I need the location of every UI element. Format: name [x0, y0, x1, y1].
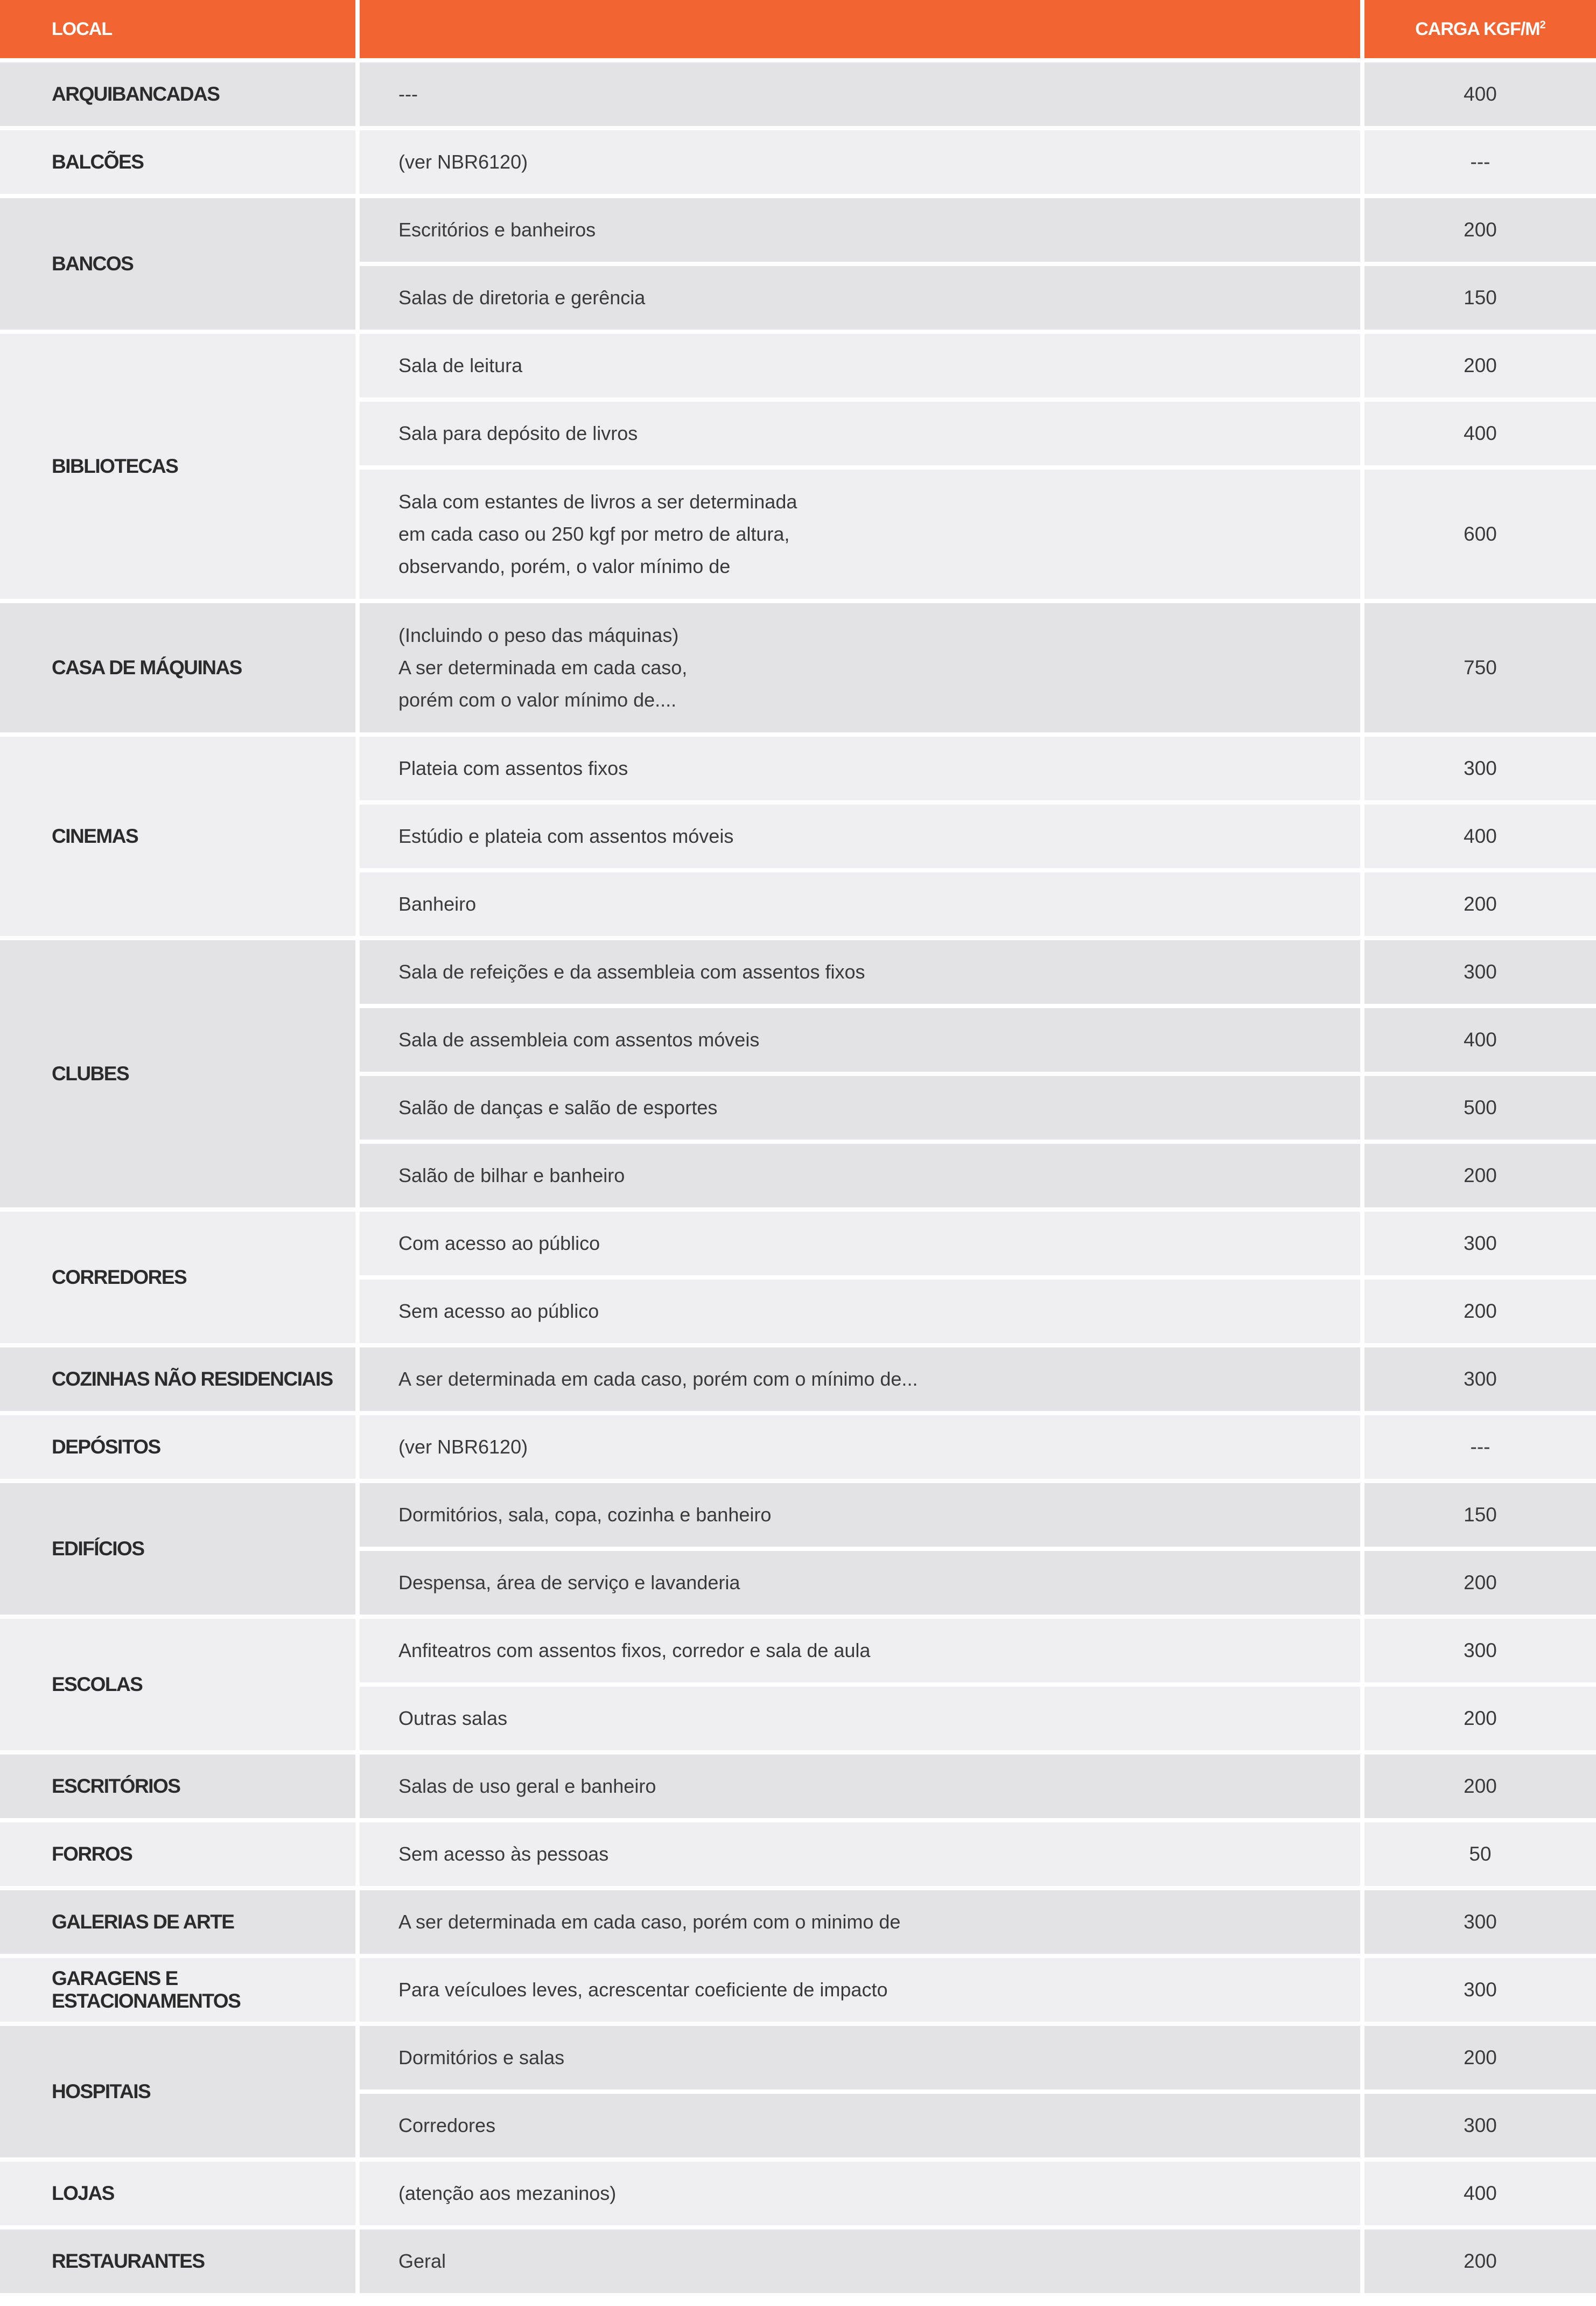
- table-row: [0, 2230, 1596, 2293]
- description-cell: Outras salas: [360, 1687, 1360, 1750]
- local-cell: CINEMAS: [0, 737, 355, 936]
- description-cell: Geral: [360, 2230, 1360, 2293]
- carga-value-cell: 150: [1364, 266, 1596, 330]
- column-header-description: [360, 0, 1360, 58]
- local-cell: COZINHAS NÃO RESIDENCIAIS: [0, 1347, 355, 1411]
- description-cell: Salas de uso geral e banheiro: [360, 1755, 1360, 1818]
- column-header-local: LOCAL: [0, 0, 355, 58]
- carga-value-cell: ---: [1364, 1415, 1596, 1479]
- table-row: [0, 1822, 1596, 1886]
- description-cell: [360, 603, 1360, 732]
- description-cell: Despensa, área de serviço e lavanderia: [360, 1551, 1360, 1615]
- description-cell: Sala de leitura: [360, 334, 1360, 397]
- carga-value-cell: 200: [1364, 1144, 1596, 1207]
- description-cell: Dormitórios, sala, copa, cozinha e banheiro: [360, 1483, 1360, 1547]
- description-cell: Dormitórios e salas: [360, 2026, 1360, 2090]
- carga-value-cell: 200: [1364, 198, 1596, 262]
- description-line: (Incluindo o peso das máquinas): [398, 624, 679, 646]
- description-cell: Anfiteatros com assentos fixos, corredor e sala de aula: [360, 1619, 1360, 1682]
- carga-value-cell: 600: [1364, 470, 1596, 599]
- carga-value-cell: 200: [1364, 1280, 1596, 1343]
- description-cell: Com acesso ao público: [360, 1212, 1360, 1275]
- table-row: [0, 130, 1596, 194]
- description-cell: A ser determinada em cada caso, porém com o mínimo de...: [360, 1347, 1360, 1411]
- description-cell: [360, 470, 1360, 599]
- description-line: Sala com estantes de livros a ser determinada: [398, 491, 797, 513]
- carga-value-cell: 300: [1364, 1212, 1596, 1275]
- carga-value-cell: 300: [1364, 2094, 1596, 2157]
- table-row: [0, 2162, 1596, 2225]
- table-row: [0, 198, 1596, 262]
- description-cell: Estúdio e plateia com assentos móveis: [360, 805, 1360, 868]
- carga-value-cell: 300: [1364, 940, 1596, 1004]
- description-cell: Banheiro: [360, 872, 1360, 936]
- description-line: A ser determinada em cada caso,: [398, 656, 688, 679]
- description-line: observando, porém, o valor mínimo de: [398, 555, 731, 577]
- description-cell: Salão de bilhar e banheiro: [360, 1144, 1360, 1207]
- description-cell: Sala para depósito de livros: [360, 402, 1360, 465]
- carga-label: CARGA KGF/M: [1415, 18, 1540, 39]
- table-row: [0, 1415, 1596, 1479]
- table-row: [0, 334, 1596, 397]
- table-row: [0, 1483, 1596, 1547]
- carga-value-cell: 500: [1364, 1076, 1596, 1140]
- carga-value-cell: 200: [1364, 334, 1596, 397]
- description-cell: Sem acesso às pessoas: [360, 1822, 1360, 1886]
- table-row: [0, 2026, 1596, 2090]
- description-cell: (ver NBR6120): [360, 130, 1360, 194]
- carga-superscript: 2: [1539, 19, 1545, 31]
- table-row: [0, 1755, 1596, 1818]
- carga-value-cell: 200: [1364, 1755, 1596, 1818]
- description-cell: A ser determinada em cada caso, porém com o minimo de: [360, 1890, 1360, 1954]
- carga-value-cell: 750: [1364, 603, 1596, 732]
- carga-value-cell: 400: [1364, 2162, 1596, 2225]
- table-header-row: [0, 0, 1596, 58]
- table-row: [0, 737, 1596, 800]
- table-row: [0, 1619, 1596, 1682]
- local-cell: LOJAS: [0, 2162, 355, 2225]
- column-header-carga: [1364, 0, 1596, 58]
- table-row: [0, 603, 1596, 732]
- table-row: [0, 1347, 1596, 1411]
- local-cell: GARAGENS E ESTACIONAMENTOS: [0, 1958, 355, 2022]
- table-row: [0, 1958, 1596, 2022]
- carga-value-cell: 300: [1364, 1619, 1596, 1682]
- carga-value-cell: 400: [1364, 402, 1596, 465]
- local-cell: BANCOS: [0, 198, 355, 330]
- local-cell: BALCÕES: [0, 130, 355, 194]
- local-cell: HOSPITAIS: [0, 2026, 355, 2157]
- local-cell: ARQUIBANCADAS: [0, 62, 355, 126]
- local-cell: RESTAURANTES: [0, 2230, 355, 2293]
- description-cell: Corredores: [360, 2094, 1360, 2157]
- carga-value-cell: 400: [1364, 805, 1596, 868]
- carga-value-cell: 300: [1364, 1958, 1596, 2022]
- description-cell: Escritórios e banheiros: [360, 198, 1360, 262]
- carga-value-cell: 200: [1364, 872, 1596, 936]
- table-row: [0, 62, 1596, 126]
- carga-value-cell: 200: [1364, 1551, 1596, 1615]
- description-line: em cada caso ou 250 kgf por metro de altura,: [398, 523, 790, 545]
- local-cell: BIBLIOTECAS: [0, 334, 355, 599]
- table-row: [0, 1890, 1596, 1954]
- description-cell: ---: [360, 62, 1360, 126]
- description-cell: (ver NBR6120): [360, 1415, 1360, 1479]
- carga-value-cell: 300: [1364, 737, 1596, 800]
- description-cell: Sala de refeições e da assembleia com assentos fixos: [360, 940, 1360, 1004]
- carga-value-cell: 200: [1364, 2230, 1596, 2293]
- carga-value-cell: 300: [1364, 1890, 1596, 1954]
- carga-value-cell: 400: [1364, 62, 1596, 126]
- description-line: porém com o valor mínimo de....: [398, 689, 677, 711]
- local-cell: FORROS: [0, 1822, 355, 1886]
- description-cell: Plateia com assentos fixos: [360, 737, 1360, 800]
- carga-value-cell: 150: [1364, 1483, 1596, 1547]
- local-cell: GALERIAS DE ARTE: [0, 1890, 355, 1954]
- carga-value-cell: ---: [1364, 130, 1596, 194]
- description-cell: Salas de diretoria e gerência: [360, 266, 1360, 330]
- local-cell: ESCRITÓRIOS: [0, 1755, 355, 1818]
- carga-value-cell: 300: [1364, 1347, 1596, 1411]
- carga-value-cell: 200: [1364, 2026, 1596, 2090]
- table-row: [0, 1212, 1596, 1275]
- local-cell: EDIFÍCIOS: [0, 1483, 355, 1615]
- table-row: [0, 940, 1596, 1004]
- local-cell: CLUBES: [0, 940, 355, 1207]
- local-cell: DEPÓSITOS: [0, 1415, 355, 1479]
- description-cell: Sem acesso ao público: [360, 1280, 1360, 1343]
- local-cell: CASA DE MÁQUINAS: [0, 603, 355, 732]
- description-cell: Salão de danças e salão de esportes: [360, 1076, 1360, 1140]
- table-body: [0, 62, 1596, 2293]
- description-cell: (atenção aos mezaninos): [360, 2162, 1360, 2225]
- carga-value-cell: 200: [1364, 1687, 1596, 1750]
- description-cell: Para veículoes leves, acrescentar coeficiente de impacto: [360, 1958, 1360, 2022]
- carga-value-cell: 50: [1364, 1822, 1596, 1886]
- local-cell: CORREDORES: [0, 1212, 355, 1343]
- description-cell: Sala de assembleia com assentos móveis: [360, 1008, 1360, 1072]
- carga-value-cell: 400: [1364, 1008, 1596, 1072]
- local-cell: ESCOLAS: [0, 1619, 355, 1750]
